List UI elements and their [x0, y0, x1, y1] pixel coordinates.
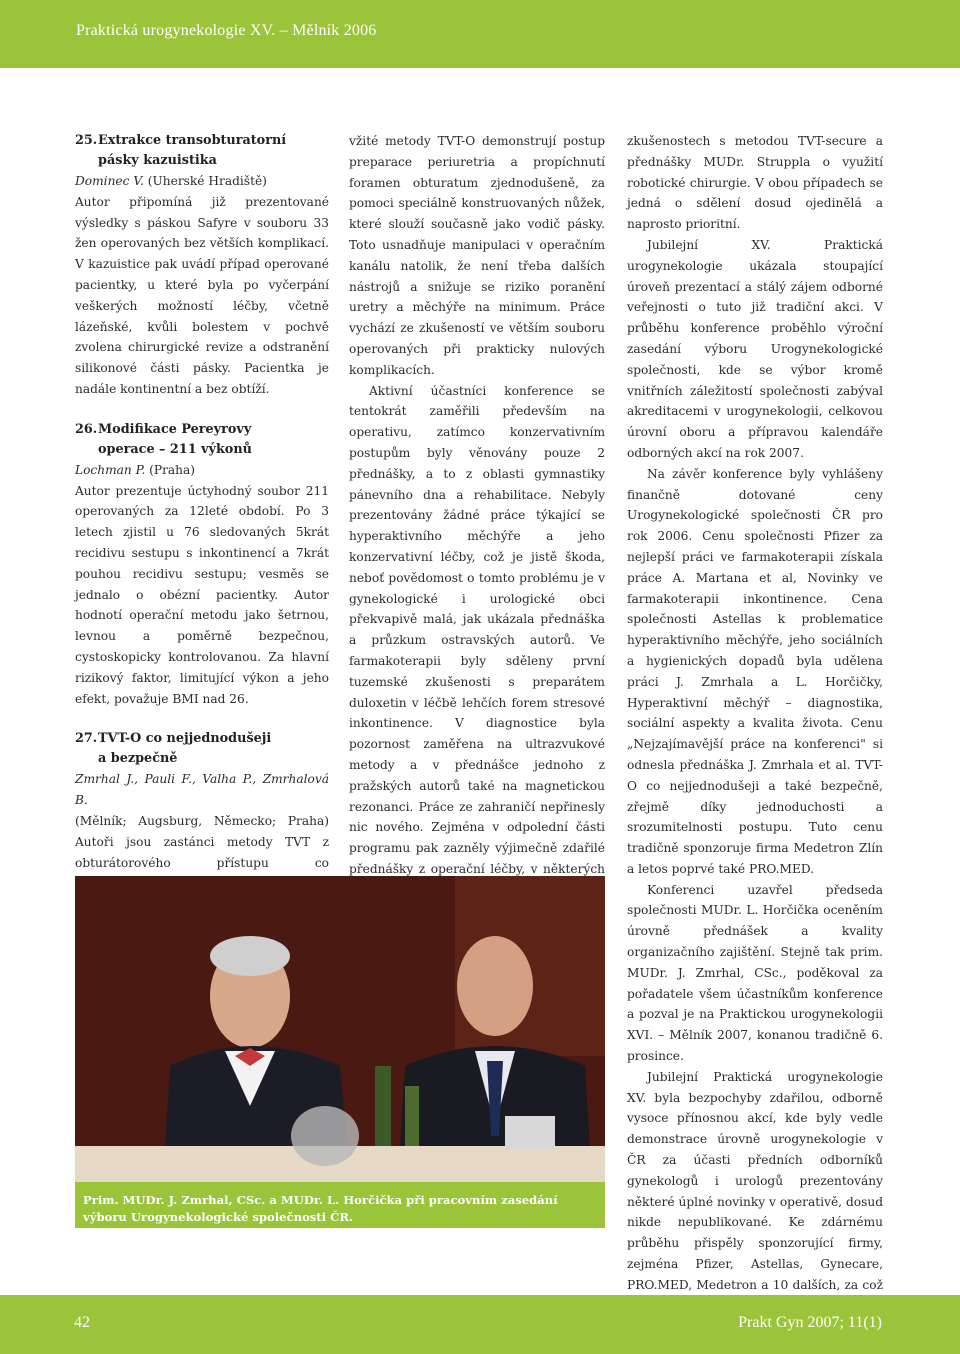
- section-27-body: (Mělník; Augsburg, Německo; Praha) Autoři jsou zastánci metody TVT z obturátorového přístupu co: [75, 813, 329, 870]
- column-middle: [349, 131, 605, 942]
- section-number: 25.: [75, 133, 98, 148]
- photo-illustration: [75, 876, 605, 1228]
- paragraph: Jubilejní XV. Praktická urogynekologie ukázala stoupající úroveň prezentací a stálý zájem odborné veřejnosti o tuto již tradiční akci. V průběhu konference proběhlo výroční zasedání výboru Urogynekologické společnosti, kde se výbor kromě vnitřních záležitostí společnosti zabýval akreditacemi v urogynekologii, celkovou úrovní oboru a přípravou kalendáře odborných akcí na rok 2007.: [627, 237, 883, 460]
- section-25-author: [75, 171, 329, 192]
- header-title: Praktická urogynekologie XV. – Mělník 2006: [76, 22, 377, 39]
- conference-photo: [75, 876, 605, 1228]
- page-footer: [0, 1295, 960, 1354]
- section-number: 26.: [75, 421, 98, 437]
- section-title-line2: pásky kazuistika: [98, 153, 217, 168]
- journal-citation: Prakt Gyn 2007; 11(1): [738, 1314, 882, 1331]
- section-26-title: [75, 420, 329, 460]
- column-left: [75, 131, 329, 936]
- section-title-line1: Modifikace Pereyrovy: [98, 421, 252, 437]
- paragraph: zkušenostech s metodou TVT-secure a přednášky MUDr. Struppla o využití robotické chirurgie. V obou případech se jedná o sdělení dosud ojedinělá a naprosto prioritní.: [627, 134, 883, 232]
- paragraph: Jubilejní Praktická urogynekologie XV. byla bezpochyby zdařilou, odborně vysoce přínosnou akcí, kde byly vedle demonstrace úrovně urogynekologie v ČR za účasti předních odborníků gynekologů i urologů prezentovány některé úplné novinky v operativě, dosud nikde nepublikované. Ke zdárnému průběhu přispěly sponzorující firmy, zejména Pfizer, Astellas, Gynecare, PRO.MED, Medetron a 10 dalších, za což: [627, 1069, 883, 1292]
- author-name: Dominec V.: [75, 174, 144, 188]
- section-title-line1: TVT-O co nejjednodušeji: [98, 731, 272, 747]
- paragraph: Konferenci uzavřel předseda společnosti MUDr. L. Horčička oceněním úrovně přednášek a kvality organizačního zajištění. Stejně tak prim. MUDr. J. Zmrhal, CSc., poděkoval za pořadatele všem účastníkům konference a pozval je na Praktickou urogynekologii XVI. – Mělník 2007, konanou tradičně 6. prosince.: [627, 882, 883, 1064]
- page-number: 42: [74, 1314, 90, 1331]
- section-title-line1: Extrakce transobturatorní: [98, 133, 287, 148]
- section-26-body: Autor prezentuje úctyhodný soubor 211 operovaných za 12leté období. Po 3 letech zjistil u 76 sledovaných 5krát recidivu sestupu s inkontinencí a 7krát pouhou recidivu sestupu; vesměs se jednalo o obézní pacientky. Autor hodnotí operační metodu jako šetrnou, levnou a poměrně bezpečnou, cystoskopicky kontrolovanou. Za hlavní rizikový faktor, limitující výkon a jeho efekt, považuje BMI nad 26.: [75, 483, 329, 706]
- paragraph: Aktivní účastníci konference se tentokrát zaměřili především na operativu, zatímco konzervativním postupům byly věnovány pouze 2 přednášky, a to z oblasti gymnastiky pánevního dna a rehabilitace. Nebyly prezentovány žádné práce týkající se hyperaktivního měchýře a jeho konzervativní léčby, což je jistě škoda, neboť povědomost o tomto problému je v gynekologické i urologické obci překvapivě malá, jak ukázala přednáška a průzkum ostravských autorů. Ve farmakoterapii byly sděleny první tuzemské zkušenosti s preparátem duloxetin v léčbě lehčích forem stresové inkontinence. V diagnostice byla pozornost zaměřena na ultrazvukové metody a v přednášce jednoho z pražských autorů také na magnetickou rezonanci. Práce ze zahraničí nepřinesly nic nového. Zejména v odpolední části programu pak zazněly výjimečně zdařilé přednášky z operační léčby, v některých: [349, 383, 605, 876]
- author-place: (Praha): [145, 462, 196, 477]
- section-title-line2: a bezpečně: [98, 751, 178, 767]
- author-name: Lochman P.: [75, 462, 146, 477]
- section-25-title: [75, 131, 329, 171]
- paragraph: vžité metody TVT-O demonstrují postup preparace periuretria a propíchnutí foramen obturatum zjednodušeně, za pomoci speciálně konstruovaných nůžek, které slouží současně jako vodič pásky. Toto usnadňuje manipulaci v operačním kanálu natolik, že není třeba dalších nástrojů a snižuje se riziko poranění uretry a měchýře na minimum. Práce vychází ze zkušeností ve větším souboru operovaných při prakticky nulových komplikacích.: [349, 134, 605, 377]
- section-number: 27.: [75, 731, 98, 747]
- section-25-body: Autor připomíná již prezentované výsledky s páskou Safyre v souboru 33 žen operovaných bez větších komplikací. V kazuistice pak uvádí případ operované pacientky, u které byla po vyčerpání veškerých možností léčby, včetně lázeňské, kvůli bolestem v pochvě zvolena chirurgické revize a odstranění silikonové části pásky. Pacientka je nadále kontinentní a bez obtíží.: [75, 194, 329, 396]
- photo-caption: Prim. MUDr. J. Zmrhal, CSc. a MUDr. L. Horčička při pracovním zasedání výboru Urogynekologické společnosti ČR.: [83, 1193, 558, 1224]
- paragraph: Na závěr konference byly vyhlášeny finančně dotované ceny Urogynekologické společnosti ČR pro rok 2006. Cenu společnosti Pfizer za nejlepší práci ve farmakoterapii získala práce A. Martana et al, Novinky ve farmakoterapii inkontinence. Cena společnosti Astellas k problematice hyperaktivního měchýře, jeho sociálních a hygienických dopadů byla udělena práci J. Zmrhala a L. Horčičky, Hyperaktivní měchýř – diagnostika, sociální aspekty a kvalita života. Cenu „Nejzajímavější práce na konferenci" si odnesla přednáška J. Zmrhala et al. TVT-O co nejjednodušeji a také bezpečně, zřejmě díky jednoduchosti a srozumitelnosti postupu. Tuto cenu tradičně sponzoruje firma Medetron Zlín a letos poprvé také PRO.MED.: [627, 466, 883, 876]
- column-right: [627, 131, 883, 1316]
- section-27-title: [75, 729, 329, 769]
- section-title-line2: operace – 211 výkonů: [98, 441, 252, 457]
- author-place: (Uherské Hradiště): [143, 174, 267, 188]
- section-27-author: Zmrhal J., Pauli F., Valha P., Zmrhalová B.: [75, 772, 329, 808]
- section-26-author: [75, 460, 329, 481]
- page-header: [0, 0, 960, 68]
- photo-caption-bar: [75, 1182, 605, 1228]
